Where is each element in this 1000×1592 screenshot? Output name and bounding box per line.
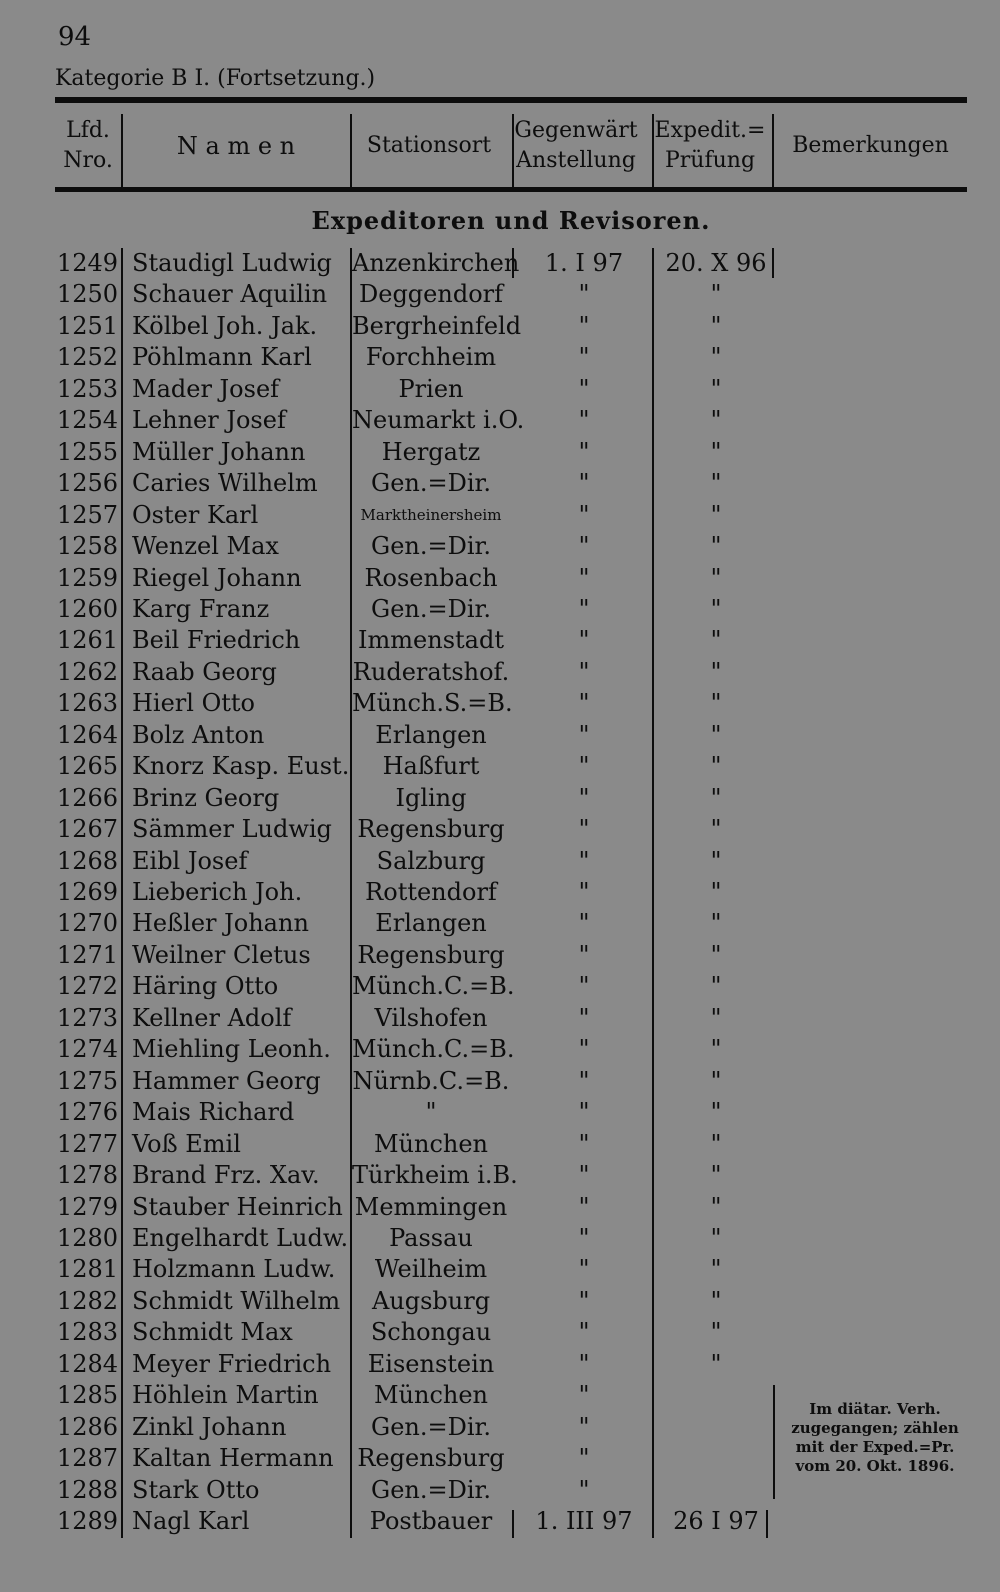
- row-name: Pöhlmann Karl: [132, 343, 312, 372]
- row-number: 1284: [56, 1349, 118, 1378]
- row-pruefung: ": [710, 1129, 722, 1158]
- row-anstellung: ": [578, 626, 590, 655]
- row-anstellung: ": [578, 532, 590, 561]
- table-row: [0, 688, 1000, 719]
- header-station: Stationsort: [366, 133, 492, 158]
- row-station: Postbauer: [369, 1507, 493, 1535]
- row-pruefung: ": [710, 594, 722, 623]
- row-station: Bergrheinfeld: [352, 311, 522, 340]
- remark-line: zugegangen; zählen: [791, 1419, 959, 1437]
- header-remarks: Bemerkungen: [792, 133, 949, 158]
- row-name: Meyer Friedrich: [132, 1349, 332, 1378]
- remark-line: vom 20. Okt. 1896.: [795, 1457, 955, 1475]
- row-name: Heßler Johann: [132, 909, 309, 938]
- table-row: [0, 877, 1000, 908]
- header-divider: [350, 114, 352, 187]
- row-name: Brinz Georg: [132, 783, 280, 812]
- row-pruefung: ": [710, 846, 722, 875]
- page-number: 94: [58, 22, 92, 52]
- row-name: Nagl Karl: [132, 1507, 250, 1535]
- header-anstellung-line2: Anstellung: [516, 148, 636, 173]
- remark-line: Im diätar. Verh.: [809, 1400, 941, 1418]
- table-row: [0, 1223, 1000, 1254]
- row-name: Kölbel Joh. Jak.: [132, 311, 318, 340]
- row-number: 1286: [56, 1412, 118, 1441]
- table-row: [0, 783, 1000, 814]
- row-name: Oster Karl: [132, 500, 259, 529]
- row-anstellung: ": [578, 1192, 590, 1221]
- row-number: 1288: [56, 1475, 118, 1504]
- table-row: [0, 1286, 1000, 1317]
- row-station: Gen.=Dir.: [371, 469, 491, 498]
- row-number: 1251: [56, 311, 118, 340]
- row-number: 1279: [56, 1192, 118, 1221]
- row-name: Kellner Adolf: [132, 1003, 292, 1032]
- row-anstellung: ": [578, 972, 590, 1001]
- row-number: 1273: [56, 1003, 118, 1032]
- row-number: 1271: [56, 940, 118, 969]
- row-station: ": [425, 1098, 437, 1127]
- row-name: Beil Friedrich: [132, 626, 301, 655]
- row-pruefung: ": [710, 1223, 722, 1252]
- row-station: Türkheim i.B.: [352, 1161, 518, 1190]
- header-pruefung: [648, 106, 772, 186]
- row-anstellung: ": [578, 469, 590, 498]
- table-row: [0, 1317, 1000, 1348]
- row-anstellung: 1. III 97: [535, 1507, 633, 1535]
- row-name: Müller Johann: [132, 437, 306, 466]
- row-station: Hergatz: [381, 437, 481, 466]
- table-row: [0, 940, 1000, 971]
- table-row: [0, 1034, 1000, 1065]
- header-name: N a m e n: [176, 132, 296, 160]
- table-row: [0, 1129, 1000, 1160]
- row-name: Häring Otto: [132, 972, 279, 1001]
- row-number: 1266: [56, 783, 118, 812]
- row-number: 1285: [56, 1381, 118, 1410]
- row-anstellung: ": [578, 1255, 590, 1284]
- row-anstellung: ": [578, 1381, 590, 1410]
- row-station: Anzenkirchen: [352, 249, 520, 277]
- row-pruefung: ": [710, 815, 722, 844]
- row-number: 1264: [56, 720, 118, 749]
- row-station: Erlangen: [375, 720, 487, 749]
- row-station: Neumarkt i.O.: [352, 406, 525, 435]
- row-pruefung: ": [710, 689, 722, 718]
- row-station: Gen.=Dir.: [371, 1475, 491, 1504]
- header-nr: [55, 106, 121, 186]
- row-pruefung: ": [710, 940, 722, 969]
- row-pruefung: ": [710, 1066, 722, 1095]
- row-anstellung: ": [578, 720, 590, 749]
- row-anstellung: ": [578, 406, 590, 435]
- row-name: Wenzel Max: [132, 532, 279, 561]
- row-number: 1283: [56, 1318, 118, 1347]
- row-station: Münch.S.=B.: [352, 689, 513, 718]
- header-rule-bottom: [55, 187, 967, 192]
- row-number: 1252: [56, 343, 118, 372]
- row-anstellung: ": [578, 940, 590, 969]
- row-number: 1267: [56, 815, 118, 844]
- row-station: Deggendorf: [359, 280, 503, 309]
- table-row: [0, 563, 1000, 594]
- row-pruefung: ": [710, 469, 722, 498]
- row-pruefung: ": [710, 1035, 722, 1064]
- row-pruefung: 26 I 97: [673, 1507, 759, 1535]
- row-name: Staudigl Ludwig: [132, 249, 332, 277]
- row-anstellung: ": [578, 1003, 590, 1032]
- table-row: [0, 594, 1000, 625]
- row-number: 1281: [56, 1255, 118, 1284]
- row-station: Erlangen: [375, 909, 487, 938]
- category-heading: Kategorie B I. (Fortsetzung.): [55, 66, 376, 91]
- row-pruefung: ": [710, 1192, 722, 1221]
- row-station: Gen.=Dir.: [371, 1412, 491, 1441]
- row-anstellung: 1. I 97: [544, 249, 624, 277]
- row-station: Salzburg: [376, 846, 486, 875]
- table-row: [0, 908, 1000, 939]
- row-number: 1254: [56, 406, 118, 435]
- row-station: Augsburg: [371, 1286, 491, 1315]
- row-station: Vilshofen: [374, 1003, 488, 1032]
- row-number: 1265: [56, 752, 118, 781]
- row-station: Münch.C.=B.: [352, 972, 515, 1001]
- row-number: 1257: [56, 500, 118, 529]
- row-number: 1276: [56, 1098, 118, 1127]
- row-number: 1268: [56, 846, 118, 875]
- row-number: 1282: [56, 1286, 118, 1315]
- row-name: Schmidt Max: [132, 1318, 293, 1347]
- header-divider: [121, 114, 123, 187]
- row-anstellung: ": [578, 1349, 590, 1378]
- table-row: [0, 1003, 1000, 1034]
- row-number: 1278: [56, 1161, 118, 1190]
- row-anstellung: ": [578, 437, 590, 466]
- row-anstellung: ": [578, 500, 590, 529]
- row-pruefung: ": [710, 1349, 722, 1378]
- row-pruefung: ": [710, 909, 722, 938]
- row-pruefung: ": [710, 972, 722, 1001]
- row-pruefung: ": [710, 1161, 722, 1190]
- row-pruefung: ": [710, 500, 722, 529]
- row-name: Karg Franz: [132, 594, 270, 623]
- row-name: Schauer Aquilin: [132, 280, 328, 309]
- table-row: [0, 500, 1000, 531]
- row-pruefung: ": [710, 1318, 722, 1347]
- table-row: [0, 279, 1000, 310]
- row-name: Engelhardt Ludw.: [132, 1223, 349, 1252]
- row-anstellung: ": [578, 1098, 590, 1127]
- row-anstellung: ": [578, 1475, 590, 1504]
- row-station: Regensburg: [357, 815, 505, 844]
- header-divider: [512, 114, 514, 187]
- row-station: Gen.=Dir.: [371, 532, 491, 561]
- row-pruefung: ": [710, 532, 722, 561]
- table-row: [0, 751, 1000, 782]
- table-row: [0, 342, 1000, 373]
- table-row: [0, 720, 1000, 751]
- row-station: Rottendorf: [365, 878, 497, 906]
- table-row: [0, 248, 1000, 279]
- table-row: [0, 971, 1000, 1002]
- row-anstellung: ": [578, 878, 590, 906]
- row-anstellung: ": [578, 1444, 590, 1473]
- remark-line: mit der Exped.=Pr.: [795, 1438, 955, 1456]
- row-station: Gen.=Dir.: [371, 594, 491, 623]
- header-divider: [772, 114, 774, 187]
- row-anstellung: ": [578, 1035, 590, 1064]
- row-name: Raab Georg: [132, 657, 277, 686]
- table-row: [0, 625, 1000, 656]
- row-station: Memmingen: [354, 1192, 508, 1221]
- row-anstellung: ": [578, 280, 590, 309]
- table-row: [0, 1066, 1000, 1097]
- table-row: [0, 814, 1000, 845]
- row-station: Passau: [389, 1223, 473, 1252]
- table-row: [0, 405, 1000, 436]
- table-row: [0, 1160, 1000, 1191]
- row-pruefung: ": [710, 752, 722, 781]
- row-anstellung: ": [578, 343, 590, 372]
- row-station: Eisenstein: [367, 1349, 495, 1378]
- row-name: Weilner Cletus: [132, 940, 311, 969]
- row-name: Hammer Georg: [132, 1066, 321, 1095]
- row-anstellung: ": [578, 374, 590, 403]
- row-name: Zinkl Johann: [132, 1412, 287, 1441]
- header-nr-line2: Nro.: [63, 148, 113, 173]
- row-name: Stark Otto: [132, 1475, 260, 1504]
- row-anstellung: ": [578, 1161, 590, 1190]
- row-pruefung: ": [710, 1255, 722, 1284]
- table-row: [0, 374, 1000, 405]
- row-number: 1256: [56, 469, 118, 498]
- table-row: [0, 846, 1000, 877]
- row-number: 1280: [56, 1223, 118, 1252]
- row-station: Ruderatshof.: [352, 657, 510, 686]
- row-pruefung: ": [710, 1098, 722, 1127]
- section-title: Expeditoren und Revisoren.: [311, 206, 711, 235]
- row-anstellung: ": [578, 909, 590, 938]
- table-row: [0, 1349, 1000, 1380]
- row-number: 1263: [56, 689, 118, 718]
- header-anstellung-line1: Gegenwärt: [514, 118, 638, 143]
- row-anstellung: ": [578, 1223, 590, 1252]
- row-number: 1275: [56, 1066, 118, 1095]
- row-pruefung: 20. X 96: [665, 249, 767, 277]
- row-number: 1262: [56, 657, 118, 686]
- table-row: [0, 657, 1000, 688]
- row-anstellung: ": [578, 1318, 590, 1347]
- row-anstellung: ": [578, 1066, 590, 1095]
- row-anstellung: ": [578, 752, 590, 781]
- table-row: [0, 531, 1000, 562]
- row-pruefung: ": [710, 783, 722, 812]
- row-pruefung: ": [710, 374, 722, 403]
- row-pruefung: ": [710, 406, 722, 435]
- row-station: Marktheinersheim: [360, 505, 502, 524]
- row-station: Immenstadt: [358, 626, 504, 655]
- row-station: München: [373, 1129, 489, 1158]
- row-station: Nürnb.C.=B.: [352, 1066, 510, 1095]
- row-number: 1258: [56, 532, 118, 561]
- row-station: Schongau: [370, 1318, 492, 1347]
- row-pruefung: ": [710, 437, 722, 466]
- row-anstellung: ": [578, 594, 590, 623]
- row-pruefung: ": [710, 720, 722, 749]
- row-name: Brand Frz. Xav.: [132, 1161, 320, 1190]
- row-number: 1270: [56, 909, 118, 938]
- row-name: Lieberich Joh.: [132, 878, 303, 906]
- row-pruefung: ": [710, 626, 722, 655]
- row-pruefung: ": [710, 343, 722, 372]
- row-name: Knorz Kasp. Eust.: [132, 752, 350, 781]
- row-pruefung: ": [710, 878, 722, 906]
- row-pruefung: ": [710, 311, 722, 340]
- row-pruefung: ": [710, 657, 722, 686]
- row-anstellung: ": [578, 311, 590, 340]
- row-station: Weilheim: [374, 1255, 488, 1284]
- row-anstellung: ": [578, 657, 590, 686]
- row-number: 1249: [56, 249, 118, 277]
- table-row: [0, 1192, 1000, 1223]
- row-anstellung: ": [578, 1286, 590, 1315]
- row-number: 1260: [56, 594, 118, 623]
- row-name: Mader Josef: [132, 374, 280, 403]
- row-station: Haßfurt: [382, 752, 480, 781]
- header-rule-top: [55, 97, 967, 103]
- row-pruefung: ": [710, 280, 722, 309]
- header-nr-line1: Lfd.: [66, 118, 110, 143]
- row-number: 1255: [56, 437, 118, 466]
- header-pruefung-line2: Prüfung: [664, 148, 756, 173]
- row-number: 1287: [56, 1444, 118, 1473]
- row-anstellung: ": [578, 1129, 590, 1158]
- table-row: [0, 1097, 1000, 1128]
- row-station: Prien: [398, 374, 464, 403]
- row-name: Riegel Johann: [132, 563, 302, 592]
- row-station: Forchheim: [365, 343, 497, 372]
- row-number: 1250: [56, 280, 118, 309]
- row-number: 1289: [56, 1507, 118, 1535]
- row-number: 1269: [56, 878, 118, 906]
- table-row: [0, 437, 1000, 468]
- row-pruefung: ": [710, 1286, 722, 1315]
- row-name: Kaltan Hermann: [132, 1444, 334, 1473]
- row-name: Voß Emil: [132, 1129, 241, 1158]
- row-name: Schmidt Wilhelm: [132, 1286, 341, 1315]
- row-number: 1274: [56, 1035, 118, 1064]
- row-name: Sämmer Ludwig: [132, 815, 332, 844]
- row-anstellung: ": [578, 846, 590, 875]
- header-anstellung: [508, 106, 644, 186]
- table-row: [0, 468, 1000, 499]
- header-pruefung-line1: Expedit.=: [654, 118, 766, 143]
- row-number: 1261: [56, 626, 118, 655]
- row-name: Lehner Josef: [132, 406, 286, 435]
- row-number: 1259: [56, 563, 118, 592]
- row-name: Hierl Otto: [132, 689, 255, 718]
- row-pruefung: ": [710, 563, 722, 592]
- row-station: Regensburg: [357, 1444, 505, 1473]
- row-name: Holzmann Ludw.: [132, 1255, 336, 1284]
- table-row: [0, 1475, 1000, 1506]
- row-station: Münch.C.=B.: [352, 1035, 515, 1064]
- table-row: [0, 1254, 1000, 1285]
- row-anstellung: ": [578, 689, 590, 718]
- row-name: Bolz Anton: [132, 720, 265, 749]
- row-anstellung: ": [578, 1412, 590, 1441]
- row-name: Stauber Heinrich: [132, 1192, 343, 1221]
- row-name: Miehling Leonh.: [132, 1035, 331, 1064]
- remark-note: [780, 1400, 970, 1476]
- table-row: [0, 1506, 1000, 1537]
- table-row: [0, 311, 1000, 342]
- row-anstellung: ": [578, 783, 590, 812]
- row-number: 1277: [56, 1129, 118, 1158]
- row-station: München: [373, 1381, 489, 1410]
- header-divider: [652, 114, 654, 187]
- row-name: Caries Wilhelm: [132, 469, 318, 498]
- row-station: Igling: [395, 783, 467, 812]
- row-anstellung: ": [578, 815, 590, 844]
- row-number: 1272: [56, 972, 118, 1001]
- row-anstellung: ": [578, 563, 590, 592]
- row-station: Rosenbach: [364, 563, 498, 592]
- row-number: 1253: [56, 374, 118, 403]
- row-pruefung: ": [710, 1003, 722, 1032]
- row-name: Mais Richard: [132, 1098, 295, 1127]
- row-name: Eibl Josef: [132, 846, 248, 875]
- row-station: Regensburg: [357, 940, 505, 969]
- row-name: Höhlein Martin: [132, 1381, 319, 1410]
